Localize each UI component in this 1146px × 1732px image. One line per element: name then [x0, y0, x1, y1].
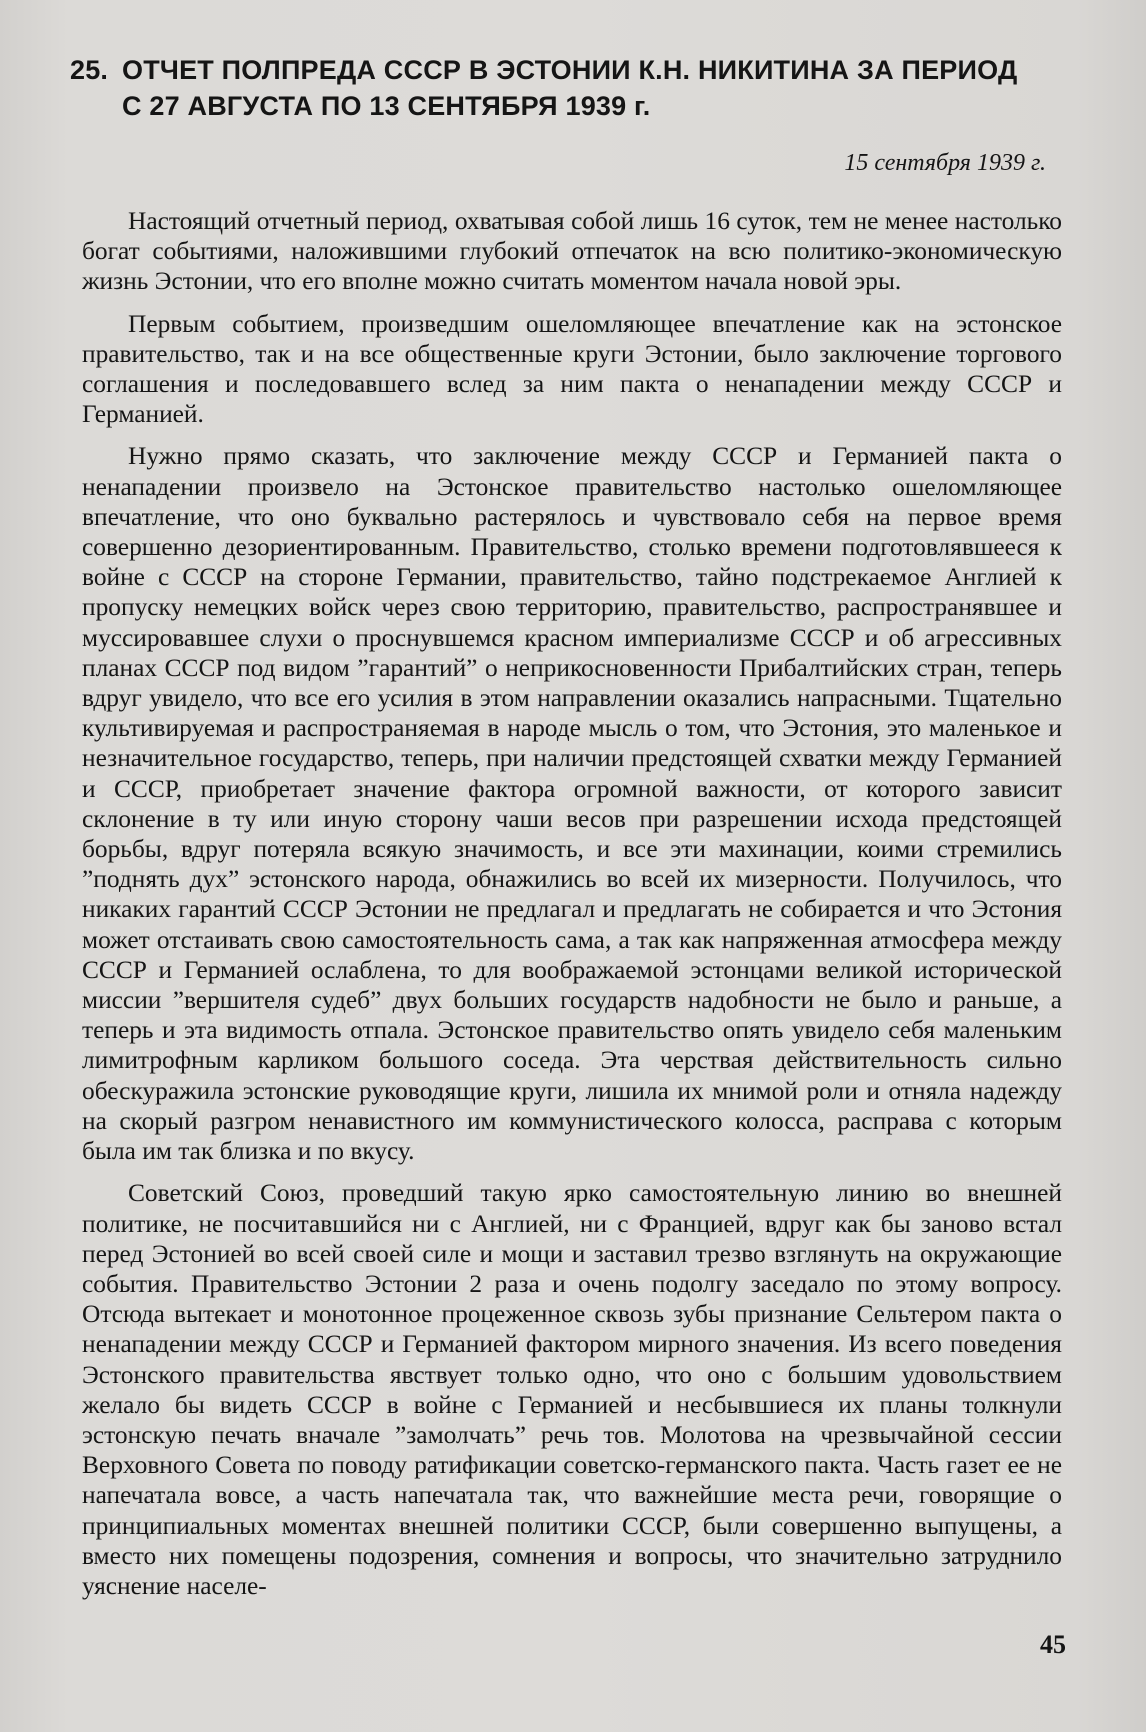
document-title: [70, 52, 1070, 124]
page-number: 45: [1040, 1630, 1066, 1659]
document-date: 15 сентября 1939 г.: [844, 150, 1046, 176]
paragraph: Нужно прямо сказать, что заключение между СССР и Германией пакта о ненападении произвело на Эстонское правительство настолько ошеломляющее впечатление, что оно буквально растерялось и чувствовало себя на первое время совершенно дезориентированным. Правительство, столько времени подготовлявшееся к войне с СССР на стороне Германии, правительство, тайно подстрекаемое Англией к пропуску немецких войск через свою территорию, правительство, распространявшее и муссировавшее слухи о проснувшемся красном империализме СССР и об агрессивных планах СССР под видом ”гарантий” о неприкосновенности Прибалтийских стран, теперь вдруг увидело, что все его усилия в этом направлении оказались напрасными. Тщательно культивируемая и распространяемая в народе мысль о том, что Эстония, это маленькое и незначительное государство, теперь, при наличии предстоящей схватки между Германией и СССР, приобретает значение фактора огромной важности, от которого зависит склонение в ту или иную сторону чаши весов при разрешении исхода предстоящей борьбы, вдруг потеряла всякую значимость, и все эти махинации, коими стремились ”поднять дух” эстонского народа, обнажились во всей их мизерности. Получилось, что никаких гарантий СССР Эстонии не предлагал и предлагать не собирается и что Эстония может отстаивать свою самостоятельность сама, а так как напряженная атмосфера между СССР и Германией ослаблена, то для воображаемой эстонцами великой исторической миссии ”вершителя судеб” двух больших государств надобности не было и раньше, а теперь и эта видимость отпала. Эстонское правительство опять увидело себя маленьким лимитрофным карликом большого соседа. Эта черствая действительность сильно обескуражила эстонские руководящие круги, лишила их мнимой роли и отняла надежду на скорый разгром ненавистного им коммунистического колосса, расправа с которым была им так близка и по вкусу.: [82, 442, 1062, 1166]
title-line-2: С 27 АВГУСТА ПО 13 СЕНТЯБРЯ 1939 г.: [122, 91, 651, 121]
document-number: 25.: [70, 55, 109, 85]
paragraph: Первым событием, произведшим ошеломляющее впечатление как на эстонское правительство, так и на все общественные круги Эстонии, было заключение торгового соглашения и последовавшего вслед за ним пакта о ненападении между СССР и Германией.: [82, 309, 1062, 429]
title-line-1: ОТЧЕТ ПОЛПРЕДА СССР В ЭСТОНИИ К.Н. НИКИТИНА ЗА ПЕРИОД: [122, 55, 1018, 85]
paragraph: Настоящий отчетный период, охватывая собой лишь 16 суток, тем не менее настолько богат событиями, наложившими глубокий отпечаток на всю политико-экономическую жизнь Эстонии, что его вполне можно считать моментом начала новой эры.: [82, 207, 1062, 296]
paragraph: Советский Союз, проведший такую ярко самостоятельную линию во внешней политике, не посчитавшийся ни с Англией, ни с Францией, вдруг как бы заново встал перед Эстонией во всей своей силе и мощи и заставил трезво взглянуть на окружающие события. Правительство Эстонии 2 раза и очень подолгу заседало по этому вопросу. Отсюда вытекает и монотонное процеженное сквозь зубы признание Сельтером пакта о ненападении между СССР и Германией фактором мирного значения. Из всего поведения Эстонского правительства явствует только одно, что оно с большим удовольствием желало бы видеть СССР в войне с Германией и несбывшиеся их планы толкнули эстонскую печать вначале ”замолчать” речь тов. Молотова на чрезвычайной сессии Верховного Совета по поводу ратификации советско-германского пакта. Часть газет ее не напечатала вовсе, а часть напечатала так, что важнейшие места речи, говорящие о принципиальных моментах внешней политики СССР, были совершенно выпущены, а вместо них помещены подозрения, сомнения и вопросы, что значительно затруднило уяснение населе-: [82, 1179, 1062, 1600]
document-body: [82, 206, 1062, 1613]
